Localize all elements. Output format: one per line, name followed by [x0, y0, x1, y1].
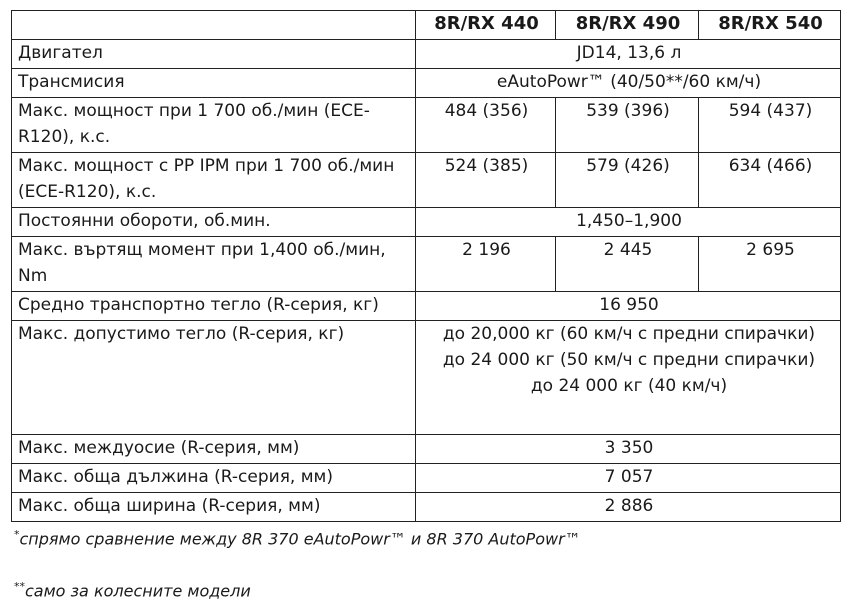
row-value: JD14, 13,6 л — [416, 40, 841, 69]
cell-540: 634 (466) — [699, 153, 841, 208]
row-label: Трансмисия — [12, 69, 416, 98]
weight-line-1: до 20,000 кг (60 км/ч с предни спирачки) — [442, 324, 816, 344]
row-value: 3 350 — [416, 435, 841, 464]
table-row — [12, 493, 841, 522]
table-row — [12, 69, 841, 98]
footnote-1-mark: * — [14, 528, 20, 541]
row-value: 1,450–1,900 — [416, 208, 841, 237]
row-label: Макс. обща дължина (R-серия, мм) — [12, 464, 416, 493]
footnote-1 — [14, 528, 581, 548]
weight-line-2: до 24 000 кг (50 км/ч с предни спирачки) — [442, 350, 816, 370]
header-model-490: 8R/RX 490 — [556, 11, 699, 40]
footnote-2 — [14, 580, 251, 600]
cell-440: 524 (385) — [416, 153, 556, 208]
row-label: Средно транспортно тегло (R-серия, кг) — [12, 292, 416, 321]
row-label: Макс. мощност при 1 700 об./мин (ECE-R120), к.с. — [12, 98, 416, 153]
table-row — [12, 153, 841, 208]
header-model-540: 8R/RX 540 — [699, 11, 841, 40]
spec-table — [11, 10, 841, 522]
table-row — [12, 40, 841, 69]
cell-490: 2 445 — [556, 237, 699, 292]
cell-440: 484 (356) — [416, 98, 556, 153]
row-label: Макс. въртящ момент при 1,400 об./мин, Nm — [12, 237, 416, 292]
header-empty — [12, 11, 416, 40]
cell-490: 579 (426) — [556, 153, 699, 208]
table-row — [12, 292, 841, 321]
table-header-row — [12, 11, 841, 40]
row-label: Макс. междуосие (R-серия, мм) — [12, 435, 416, 464]
row-value: 2 886 — [416, 493, 841, 522]
row-label: Постоянни обороти, об.мин. — [12, 208, 416, 237]
row-value: 7 057 — [416, 464, 841, 493]
table-row — [12, 435, 841, 464]
weight-line-3: до 24 000 кг (40 км/ч) — [530, 376, 728, 396]
footnote-2-text: само за колесните модели — [25, 581, 251, 601]
row-value-multiline — [416, 321, 841, 435]
footnote-1-text: спрямо сравнение между 8R 370 eAutoPowr™ и 8R 370 AutoPowr™ — [19, 529, 581, 549]
footnote-2-mark: ** — [14, 580, 25, 593]
cell-490: 539 (396) — [556, 98, 699, 153]
table-row — [12, 464, 841, 493]
row-label: Макс. обща ширина (R-серия, мм) — [12, 493, 416, 522]
header-model-440: 8R/RX 440 — [416, 11, 556, 40]
row-label: Двигател — [12, 40, 416, 69]
table-row — [12, 98, 841, 153]
row-label: Макс. допустимо тегло (R-серия, кг) — [12, 321, 416, 435]
row-value: eAutoPowr™ (40/50**/60 км/ч) — [416, 69, 841, 98]
table-row — [12, 208, 841, 237]
cell-440: 2 196 — [416, 237, 556, 292]
table-row — [12, 321, 841, 435]
cell-540: 594 (437) — [699, 98, 841, 153]
cell-540: 2 695 — [699, 237, 841, 292]
table-row — [12, 237, 841, 292]
row-label: Макс. мощност с PP IPM при 1 700 об./мин (ECE-R120), к.с. — [12, 153, 416, 208]
row-value: 16 950 — [416, 292, 841, 321]
